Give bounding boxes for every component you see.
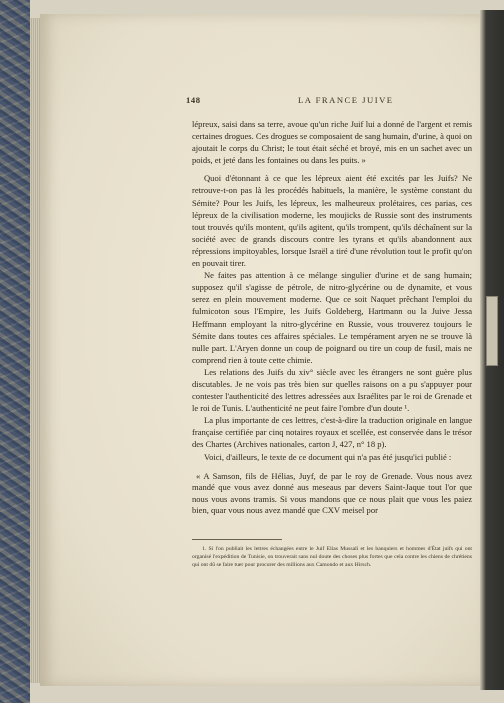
- paragraph-continuation: lépreux, saisi dans sa terre, avoue qu'un riche Juif lui a donné de l'argent et remis certaines drogues. Ces drogues se composaient de sang humain, d'urine, à quoi on ajoutait le corps du Christ; le tout était séché et broyé, mis en un sachet avec un poids, et jeté dans les fontaines ou dans les puits. »: [192, 119, 472, 166]
- running-title: LA FRANCE JUIVE: [298, 95, 394, 105]
- footnote-divider: [192, 539, 282, 540]
- footnote: 1. Si l'on publiait les lettres échangées entre le Juif Elias Mussali et les banquiers et hommes d'État juifs qui ont organisé l'expédition de Tunisie, on trouverait sans nul doute des choses plus fortes que cela contre les chiens de chrétiens qui ont dû se faire tuer pour procurer des millions aux Camondo et aux Hirsch.: [192, 546, 472, 569]
- paragraph: La plus importante de ces lettres, c'est-à-dire la traduction originale en langue française certifiée par cinq notaires royaux et scellée, est conservée dans le trésor des Chartes (Archives nationales, carton J, 427, n° 18 p).: [192, 415, 472, 450]
- scan-side-tab: [486, 296, 498, 366]
- paragraph: Ne faites pas attention à ce mélange singulier d'urine et de sang humain; supposez qu'il s'agisse de pétrole, de nitro-glycérine ou de dynamite, et vous serez en plein mouvement moderne. Que ce soit Naquet prêchant l'emploi du fulmicoton sous l'Empire, les Juifs Goldeberg, Hartmann ou la Juive Jessa Heffmann employant la nitro-glycérine en Russie, vous trouverez toujours le Sémite dans toutes ces affaires spéciales. Le tempérament aryen ne se trouve là nulle part. L'Aryen donne un coup de poignard ou tire un coup de fusil, mais ne comprend rien à toute cette chimie.: [192, 270, 472, 365]
- paragraph: Voici, d'ailleurs, le texte de ce document qui n'a pas été jusqu'ici publié :: [204, 451, 452, 462]
- paragraph: Les relations des Juifs du xiv° siècle avec les étrangers ne sont guère plus discutables. Je ne vois pas très bien sur quelles raisons on a pu s'appuyer pour contester l'authenticité des lettres adressées aux Israélites par le roi de Grenade et le roi de Tunis. L'authenticité ne peut faire l'ombre d'un doute ¹.: [192, 366, 472, 414]
- page-number: 148: [186, 95, 201, 105]
- body-text: [192, 118, 472, 517]
- quoted-letter: « A Samson, fils de Hélias, Juyf, de par le roy de Grenade. Vous nous avez mandé que vous avez donné aus meseaus par devers Saint-Jaque tout l'or que nous vous avons tramis. Si vous mandons que ce nous plait que vous les paiez bien, quar vous nous avez mandé que CXV meisel por: [192, 470, 472, 516]
- paragraph: Quoi d'étonnant à ce que les lépreux aient été excités par les Juifs? Ne retrouve-t-on pas là les procédés habituels, la manière, le système constant du Sémite? Pour les Juifs, les lépreux, les malheureux prolétaires, ces parias, ces lépreux de la civilisation moderne, les moujicks de Russie sont des instruments tout trouvés qu'ils montent, qu'ils agitent, qu'ils trompent, qu'ils déchaînent sur la société avec de grands discours contre les tyrans et qu'ils abandonnent aux répressions impitoyables, lorsque Israël a tiré d'une révolution tout le profit qu'on en pouvait tirer.: [192, 173, 472, 269]
- marbled-cover-edge: [0, 0, 30, 703]
- page-header: [186, 95, 472, 107]
- page-edges: [30, 18, 40, 683]
